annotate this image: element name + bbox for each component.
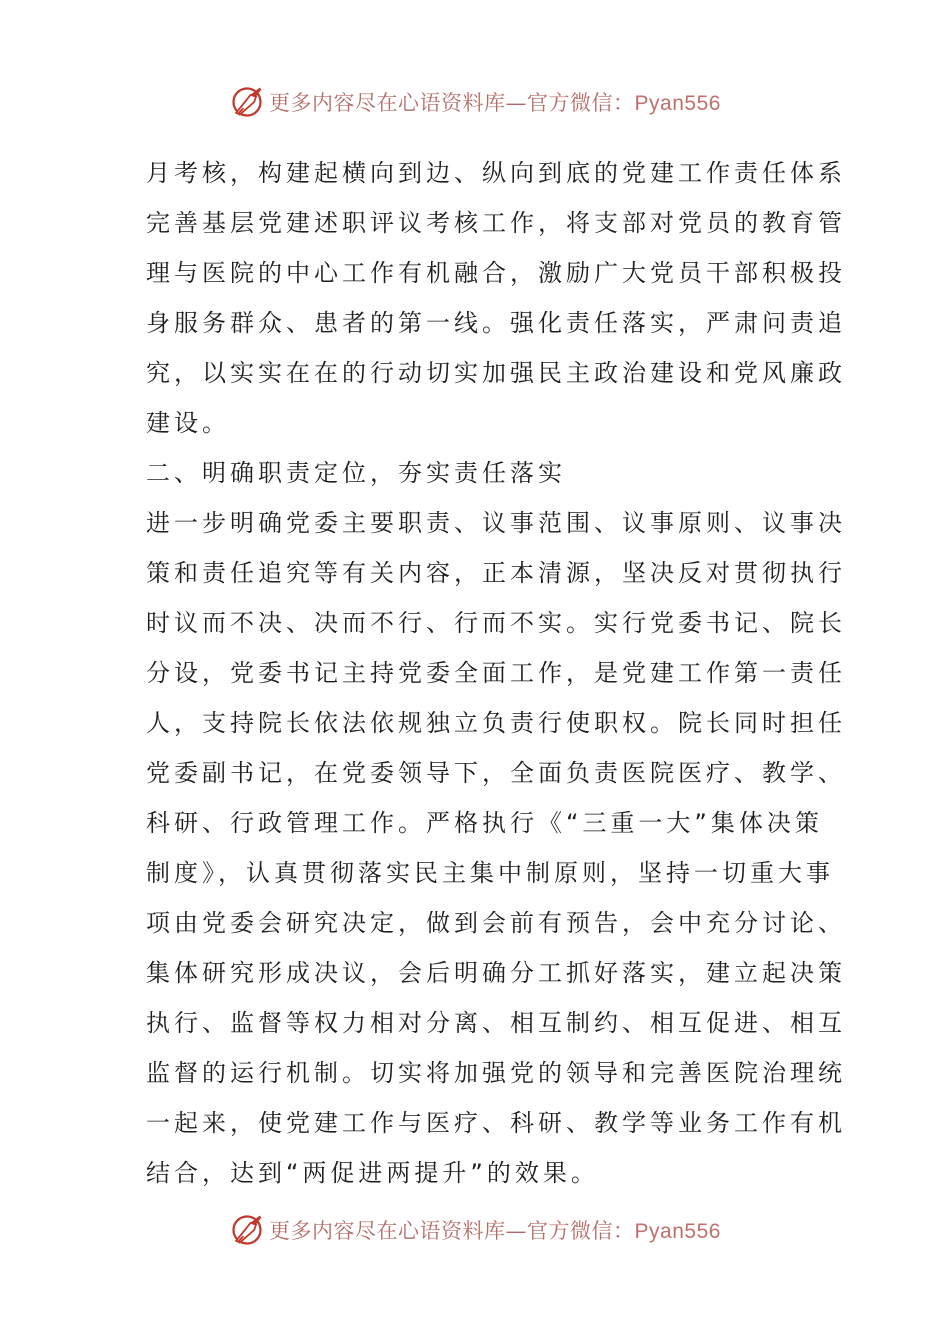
- banner-wechat-id: Pyan556: [634, 1220, 721, 1243]
- body-line: 完善基层党建述职评议考核工作，将支部对党员的教育管: [146, 209, 846, 237]
- body-line: 结合，达到“两促进两提升”的效果。: [146, 1159, 599, 1187]
- banner-wechat-id: Pyan556: [634, 92, 721, 115]
- body-line: 究，以实实在在的行动切实加强民主政治建设和党风廉政: [146, 359, 846, 387]
- body-line: 集体研究形成决议，会后明确分工抓好落实，建立起决策: [146, 959, 846, 987]
- pen-nib-logo-icon: [229, 84, 265, 120]
- body-line: 理与医院的中心工作有机融合，激励广大党员干部积极投: [146, 259, 846, 287]
- body-line: 科研、行政管理工作。严格执行《“三重一大”集体决策: [146, 809, 823, 837]
- header-banner: [0, 82, 950, 122]
- banner-text: 更多内容尽在心语资料库—官方微信：Pyan556: [269, 91, 721, 115]
- body-line: 一起来，使党建工作与医疗、科研、教学等业务工作有机: [146, 1109, 846, 1137]
- pen-nib-logo-icon: [229, 1212, 265, 1248]
- section-heading: 二、明确职责定位，夯实责任落实: [146, 459, 566, 487]
- body-line: 党委副书记，在党委领导下，全面负责医院医疗、教学、: [146, 759, 846, 787]
- body-line: 月考核，构建起横向到边、纵向到底的党建工作责任体系: [146, 159, 846, 187]
- document-body: [146, 148, 846, 1198]
- body-line: 身服务群众、患者的第一线。强化责任落实，严肃问责追: [146, 309, 846, 337]
- footer-banner: [0, 1210, 950, 1250]
- body-line: 建设。: [146, 409, 230, 437]
- body-line: 制度》，认真贯彻落实民主集中制原则，坚持一切重大事: [146, 859, 834, 887]
- body-line: 时议而不决、决而不行、行而不实。实行党委书记、院长: [146, 609, 846, 637]
- body-line: 监督的运行机制。切实将加强党的领导和完善医院治理统: [146, 1059, 846, 1087]
- body-line: 人，支持院长依法依规独立负责行使职权。院长同时担任: [146, 709, 846, 737]
- body-line: 项由党委会研究决定，做到会前有预告，会中充分讨论、: [146, 909, 846, 937]
- banner-text: 更多内容尽在心语资料库—官方微信：Pyan556: [269, 1219, 721, 1243]
- body-line: 执行、监督等权力相对分离、相互制约、相互促进、相互: [146, 1009, 846, 1037]
- body-line: 策和责任追究等有关内容，正本清源，坚决反对贯彻执行: [146, 559, 846, 587]
- body-line: 进一步明确党委主要职责、议事范围、议事原则、议事决: [146, 509, 846, 537]
- body-line: 分设，党委书记主持党委全面工作，是党建工作第一责任: [146, 659, 846, 687]
